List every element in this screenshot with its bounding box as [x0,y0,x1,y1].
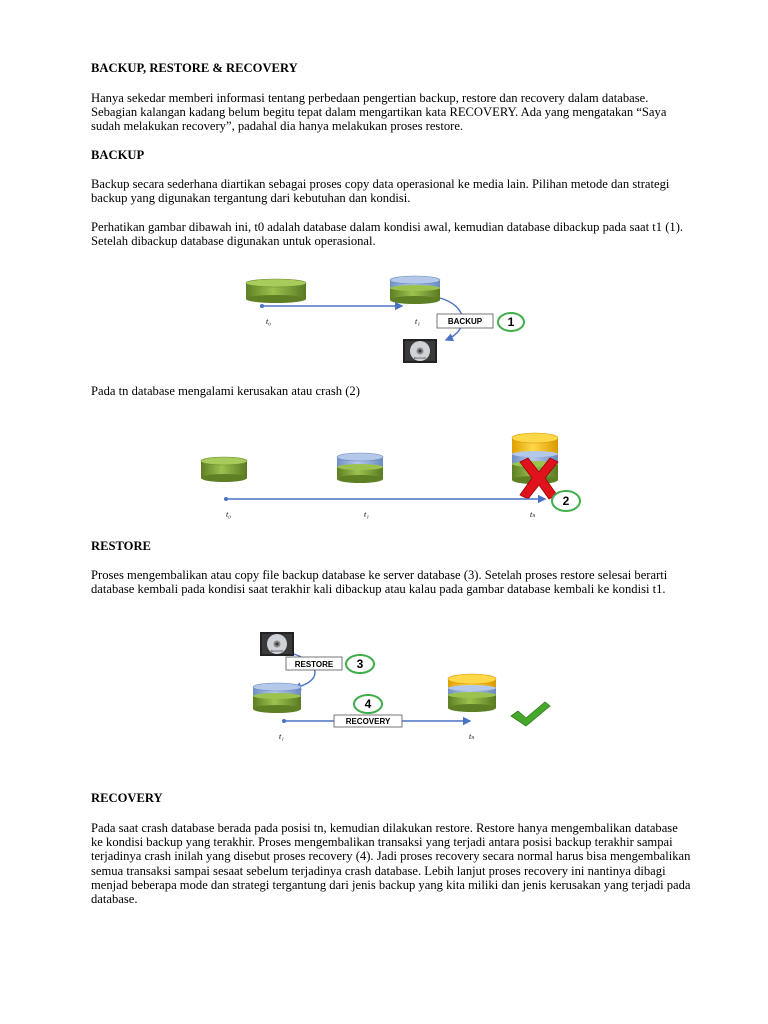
fig3-label-tn: tₙ [469,732,475,741]
fig2-label-t1: t₁ [364,510,370,519]
fig1-label-t0: t₀ [266,317,272,326]
fig3-label-t1: t₁ [279,732,285,741]
step-4-number: 4 [364,697,372,711]
fig2-label-tn: tₙ [530,510,536,519]
recovery-label: RECOVERY [345,717,391,726]
backup-disc-icon [403,339,437,363]
restore-label: RESTORE [294,660,334,669]
disc-label: BACKUP [270,649,284,653]
restore-heading: RESTORE [91,539,151,553]
recovery-paragraph: Pada saat crash database berada pada posisi tn, kemudian dilakukan restore. Restore hanya mengembalikan database ke kondisi backup yang terakhir. Proses mengembalikan transaksi yang terjadi antara posisi backup terakhir sampai terjadinya crash inilah yang disebut proses recovery (4). Jadi proses recovery secara normal harus bisa mengembalikan semua transaksi sampai sesaat sebelum terjadinya crash database. Lebih lanjut proses recovery ini nantinya dibagi menjad beberapa mode dan strategi tergantung dari jenis backup yang kita miliki dan jenis kerusakan yang terjadi pada database. [91,821,691,907]
figure-crash [201,433,580,519]
backup-heading: BACKUP [91,148,145,162]
step-2-number: 2 [562,494,570,508]
fig2-label-t0: t₀ [226,510,232,519]
intro-paragraph: Hanya sekedar memberi informasi tentang perbedaan pengertian backup, restore dan recovery dalam database. Sebagian kalangan kadang belum begitu tepat dalam mengartikan kata RECOVERY. Ada yang mengatakan “Saya sudah melakukan recovery”, padahal dia hanya melakukan proses restore. [91,91,667,134]
figure-restore-recovery [253,632,550,741]
database-tn-recovered [448,674,496,712]
backup-paragraph-1: Backup secara sederhana diartikan sebagai proses copy data operasional ke media lain. Pilihan metode dan strategi backup yang digunakan tergantung dari kebutuhan dan kondisi. [91,177,670,206]
disc-label: BACKUP [413,356,427,360]
step-3-number: 3 [356,657,364,671]
backup-disc-icon [260,632,294,656]
figure-backup [246,276,524,363]
document-title: BACKUP, RESTORE & RECOVERY [91,61,298,75]
fig1-label-t1: t₁ [415,317,421,326]
database-t1 [337,453,383,483]
database-t1-restored [253,683,301,713]
backup-paragraph-2: Perhatikan gambar dibawah ini, t0 adalah database dalam kondisi awal, kemudian database dibackup pada saat t1 (1). Setelah dibackup database digunakan untuk operasional. [91,220,684,249]
success-check-icon [511,702,550,726]
crash-paragraph: Pada tn database mengalami kerusakan atau crash (2) [91,384,360,398]
backup-label: BACKUP [447,317,483,326]
database-t0 [246,279,306,303]
restore-paragraph: Proses mengembalikan atau copy file backup database ke server database (3). Setelah proses restore selesai berarti database kembali pada kondisi saat terakhir kali dibackup atau kalau pada gambar database kembali ke kondisi t1. [91,568,668,597]
database-t1 [390,276,440,304]
database-t0 [201,457,247,482]
recovery-heading: RECOVERY [91,791,163,805]
step-1-number: 1 [507,315,515,329]
